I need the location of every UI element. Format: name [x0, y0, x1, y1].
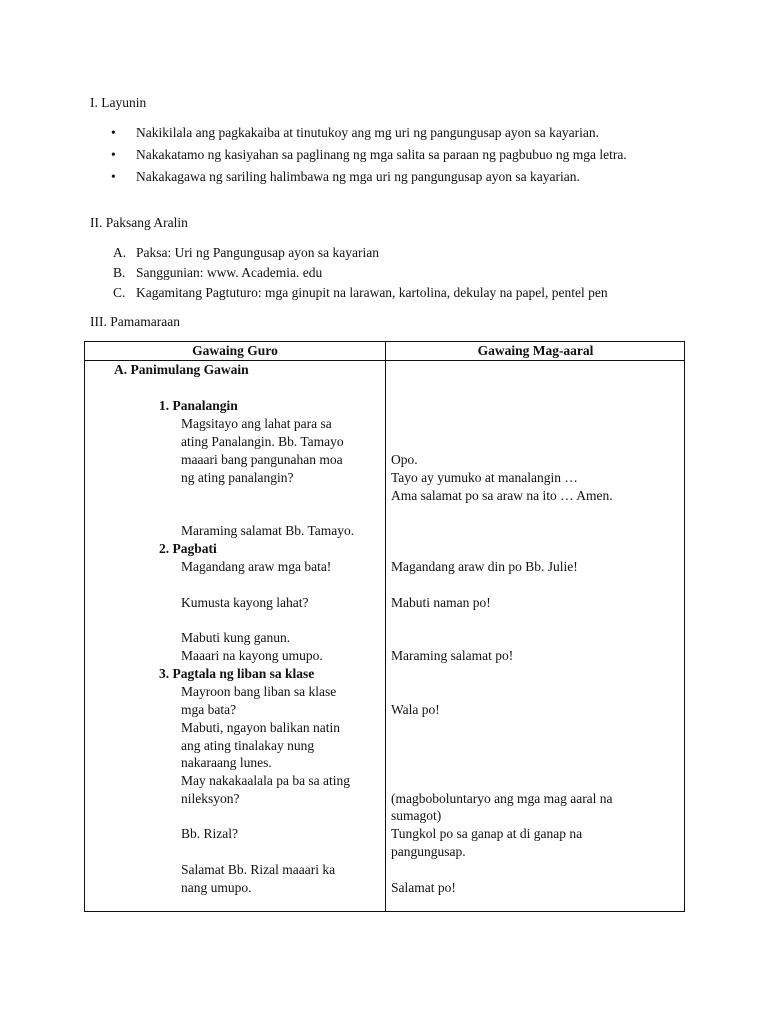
step-label: 2. Pagbati: [159, 541, 217, 556]
mag-aaral-line: Magandang araw din po Bb. Julie!: [391, 559, 578, 574]
mag-aaral-line: Maraming salamat po!: [391, 648, 514, 663]
guro-line: Magsitayo ang lahat para sa: [181, 416, 332, 431]
list-marker: A.: [113, 245, 127, 260]
mag-aaral-line: Mabuti naman po!: [391, 595, 491, 610]
guro-line: nakaraang lunes.: [181, 755, 272, 770]
guro-line: Maaari na kayong umupo.: [181, 648, 323, 663]
mag-aaral-line: Salamat po!: [391, 880, 456, 895]
guro-line: ng ating panalangin?: [181, 470, 294, 485]
list-item: [113, 284, 713, 302]
guro-line: ating Panalangin. Bb. Tamayo: [181, 434, 344, 449]
guro-line: May nakakaalala pa ba sa ating: [181, 773, 351, 788]
list-marker: C.: [113, 285, 126, 300]
guro-line: Magandang araw mga bata!: [181, 559, 332, 574]
mag-aaral-line: sumagot): [391, 808, 442, 823]
guro-line: Mabuti kung ganun.: [181, 630, 291, 645]
guro-line: nang umupo.: [181, 880, 252, 895]
mag-aaral-line: (magboboluntaryo ang mga mag aaral na: [391, 791, 613, 806]
list-item: • Nakakatamo ng kasiyahan sa paglinang ng mga salita sa paraan ng pagbubuo ng mga letra.: [111, 146, 671, 164]
guro-line: Mabuti, ngayon balikan natin: [181, 720, 340, 735]
guro-line: nileksyon?: [181, 791, 240, 806]
mag-aaral-line: Opo.: [391, 452, 418, 467]
guro-line: maaari bang pangunahan moa: [181, 452, 343, 467]
step-label: 1. Panalangin: [159, 398, 238, 413]
list-item-text: Paksa: Uri ng Pangungusap ayon sa kayarian: [136, 245, 379, 260]
guro-line: Mayroon bang liban sa klase: [181, 684, 337, 699]
section-heading-paksang-aralin: II. Paksang Aralin: [90, 215, 188, 230]
column-header-guro: Gawaing Guro: [192, 343, 278, 358]
guro-line: Bb. Rizal?: [181, 826, 238, 841]
section-heading-layunin: I. Layunin: [90, 95, 147, 110]
list-item: • Nakikilala ang pagkakaiba at tinutukoy ang mg uri ng pangungusap ayon sa kayarian.: [111, 124, 671, 142]
list-item: [113, 264, 713, 282]
mag-aaral-line: Tungkol po sa ganap at di ganap na: [391, 826, 583, 841]
list-item-text: Kagamitang Pagtuturo: mga ginupit na larawan, kartolina, dekulay na papel, pentel pen: [136, 285, 608, 300]
step-label: 3. Pagtala ng liban sa klase: [159, 666, 315, 681]
column-header-mag-aaral: Gawaing Mag-aaral: [477, 343, 594, 358]
mag-aaral-line: Ama salamat po sa araw na ito … Amen.: [391, 488, 613, 503]
list-marker: B.: [113, 265, 126, 280]
guro-line: Maraming salamat Bb. Tamayo.: [181, 523, 355, 538]
section-heading-pamamaraan: III. Pamamaraan: [90, 314, 180, 329]
guro-line: Kumusta kayong lahat?: [181, 595, 309, 610]
mag-aaral-line: pangungusap.: [391, 844, 466, 859]
lesson-table: [84, 341, 685, 912]
guro-line: Salamat Bb. Rizal maaari ka: [181, 862, 336, 877]
list-item: • Nakakagawa ng sariling halimbawa ng mga uri ng pangungusap ayon sa kayarian.: [111, 168, 671, 186]
list-item-text: Sanggunian: www. Academia. edu: [136, 265, 323, 280]
layunin-list: [111, 124, 671, 190]
section-label: A. Panimulang Gawain: [114, 362, 249, 377]
paksa-list: [113, 244, 713, 304]
column-divider: [385, 342, 386, 911]
mag-aaral-line: Tayo ay yumuko at manalangin …: [391, 470, 578, 485]
mag-aaral-line: Wala po!: [391, 702, 440, 717]
list-item: [113, 244, 713, 262]
guro-line: mga bata?: [181, 702, 237, 717]
guro-line: ang ating tinalakay nung: [181, 738, 315, 753]
